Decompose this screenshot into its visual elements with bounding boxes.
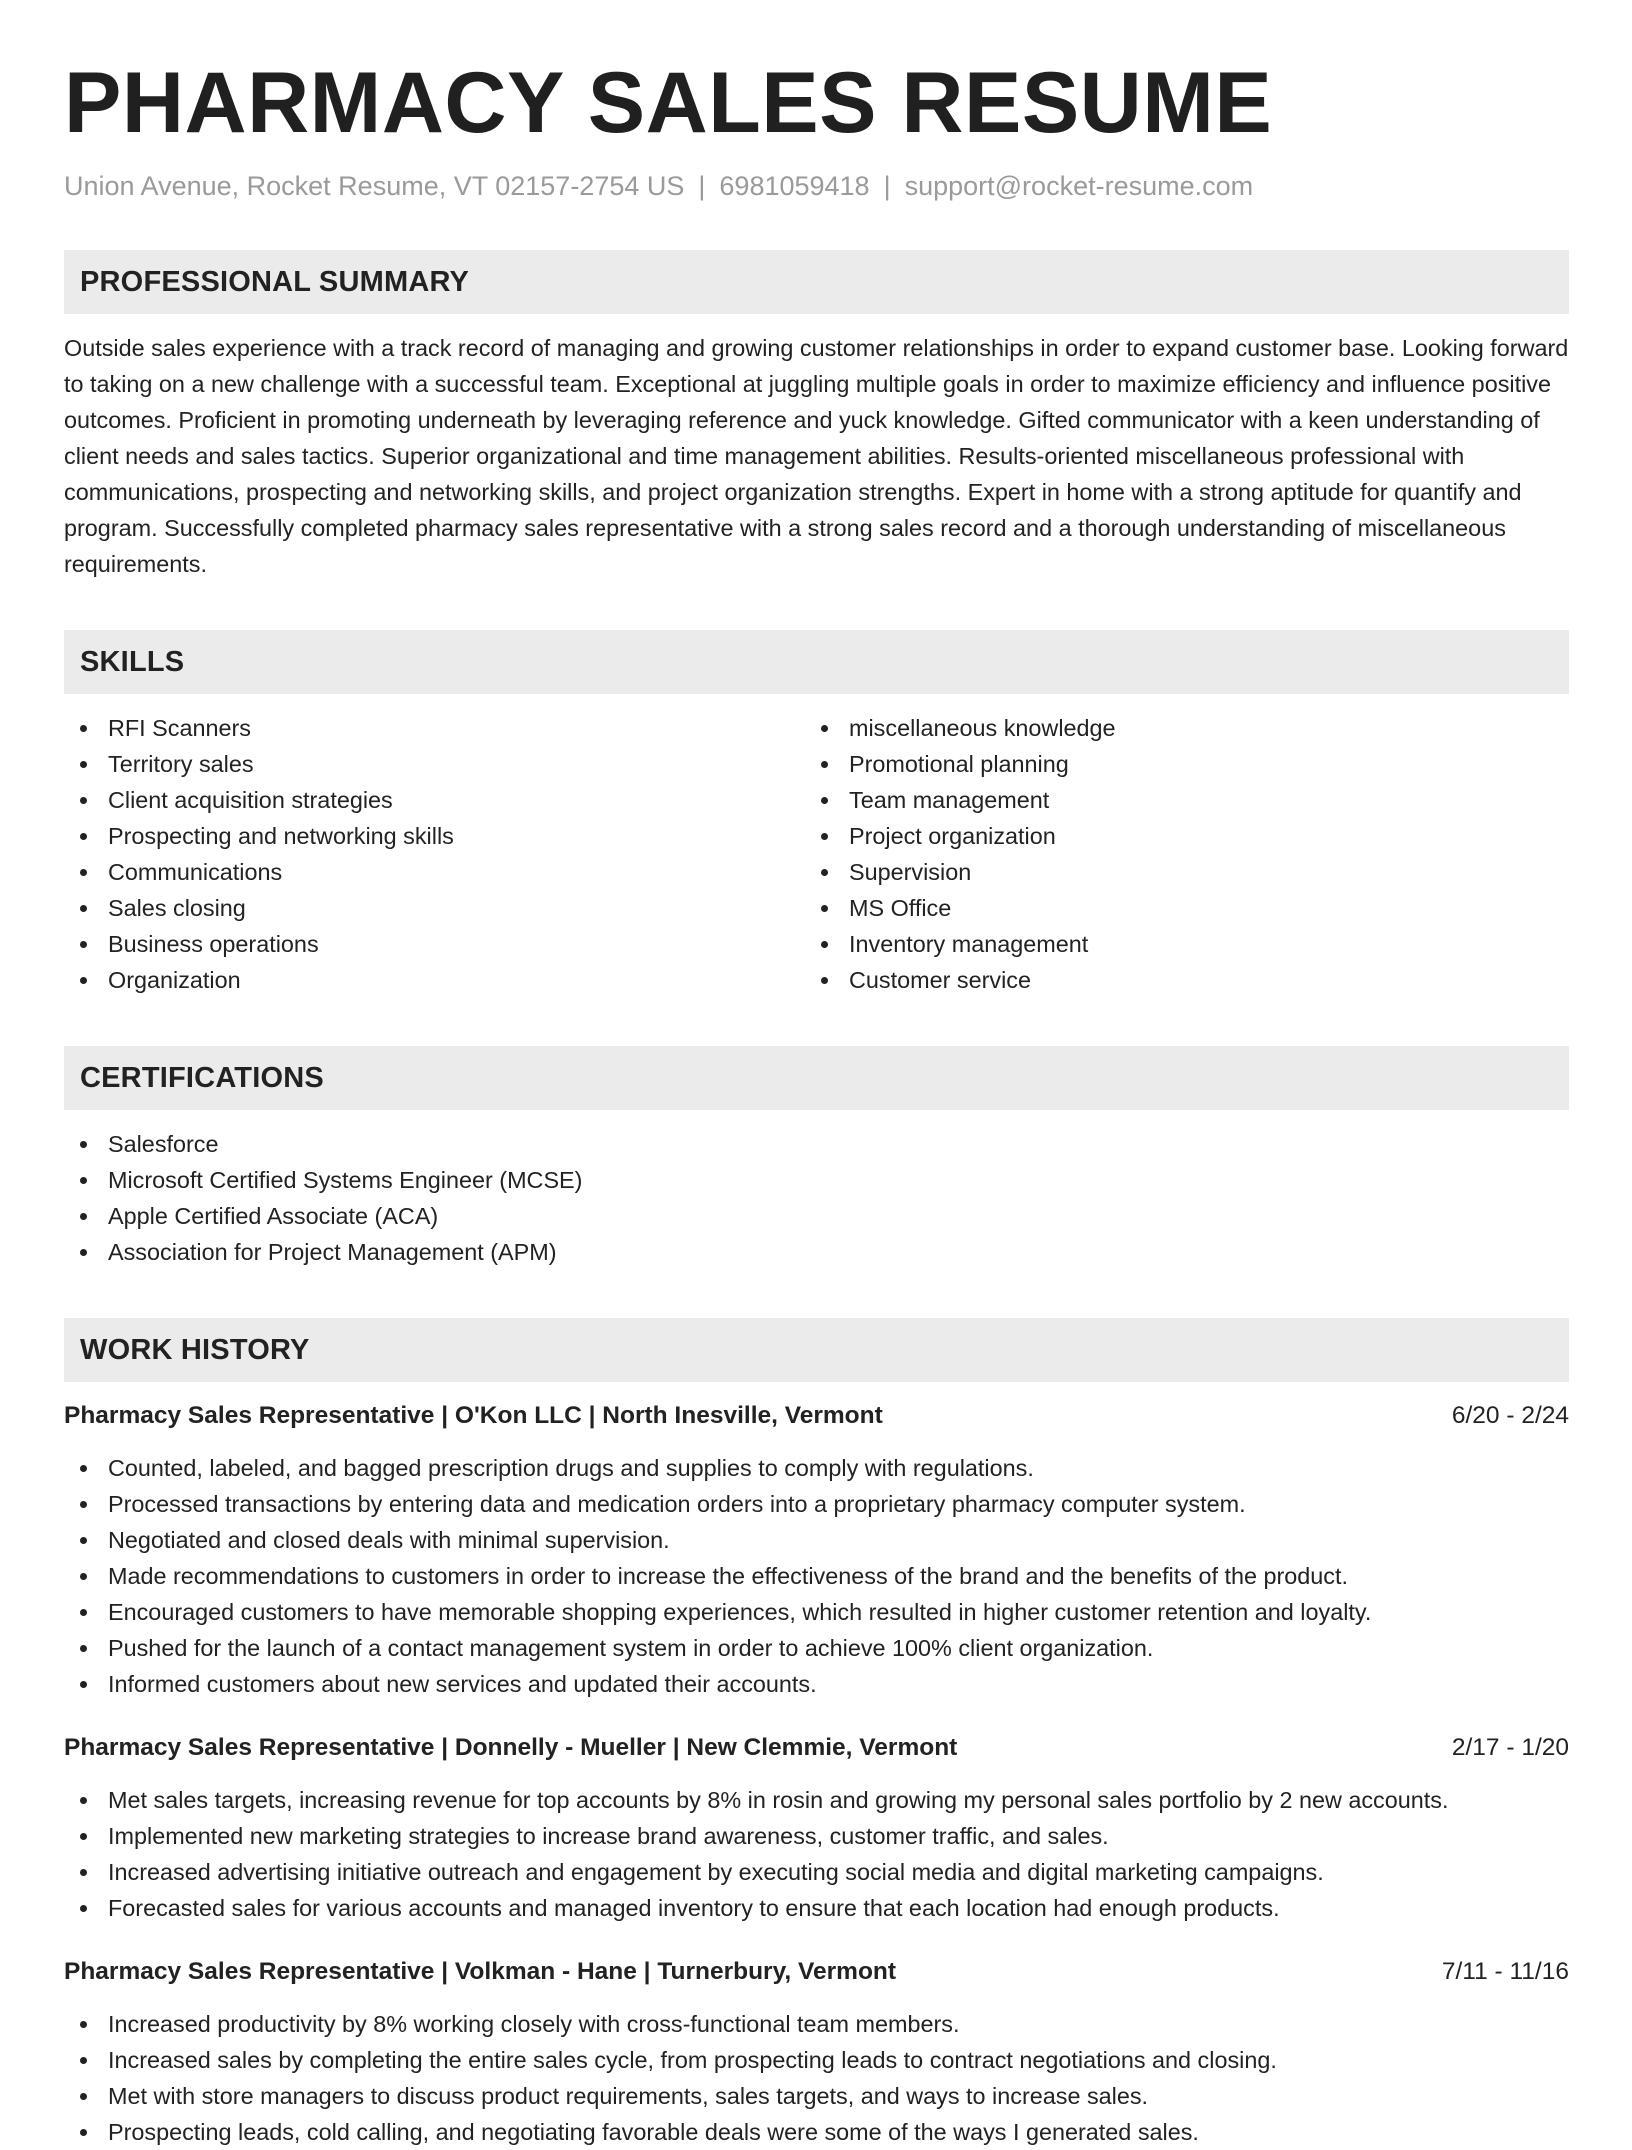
skill-item: Customer service <box>805 962 1546 998</box>
certifications-list <box>64 1126 1569 1270</box>
job-bullet: Forecasted sales for various accounts and managed inventory to ensure that each location had enough products. <box>64 1890 1569 1926</box>
job-bullet: Met with store managers to discuss product requirements, sales targets, and ways to increase sales. <box>64 2078 1569 2114</box>
job-bullets <box>64 1782 1569 1926</box>
skills-column-right <box>805 710 1546 998</box>
job-title: Pharmacy Sales Representative | Donnelly - Mueller | New Clemmie, Vermont <box>64 1734 958 1762</box>
skill-item: Inventory management <box>805 926 1546 962</box>
skill-item: Prospecting and networking skills <box>64 818 805 854</box>
skill-item: Communications <box>64 854 805 890</box>
skills-column-left <box>64 710 805 998</box>
summary-text: Outside sales experience with a track record of managing and growing customer relationships in order to expand customer base. Looking forward to taking on a new challenge with a successful team. Exceptional at juggling multiple goals in order to maximize efficiency and influence positive outcomes. Proficient in promoting underneath by leveraging reference and yuck knowledge. Gifted communicator with a keen understanding of client needs and sales tactics. Superior organizational and time management abilities. Results-oriented miscellaneous professional with communications, prospecting and networking skills, and project organization strengths. Expert in home with a strong aptitude for quantify and program. Successfully completed pharmacy sales representative with a strong sales record and a thorough understanding of miscellaneous requirements. <box>64 335 1569 578</box>
job-bullet: Made recommendations to customers in order to increase the effectiveness of the brand and the benefits of the product. <box>64 1558 1569 1594</box>
section-header-work-history: WORK HISTORY <box>64 1318 1569 1382</box>
job-dates: 2/17 - 1/20 <box>1451 1734 1569 1762</box>
skill-item: MS Office <box>805 890 1546 926</box>
skill-item: Business operations <box>64 926 805 962</box>
job-entry <box>64 1730 1569 1926</box>
job-bullet: Encouraged customers to have memorable shopping experiences, which resulted in higher customer retention and loyalty. <box>64 1594 1569 1630</box>
email-link[interactable]: support@rocket-resume.com <box>904 171 1254 201</box>
certification-item: Microsoft Certified Systems Engineer (MCSE) <box>64 1162 1569 1198</box>
job-title: Pharmacy Sales Representative | O'Kon LLC | North Inesville, Vermont <box>64 1402 883 1430</box>
separator: | <box>698 171 706 201</box>
certification-item: Apple Certified Associate (ACA) <box>64 1198 1569 1234</box>
certification-item: Association for Project Management (APM) <box>64 1234 1569 1270</box>
job-bullet: Implemented new marketing strategies to increase brand awareness, customer traffic, and sales. <box>64 1818 1569 1854</box>
skill-item: Client acquisition strategies <box>64 782 805 818</box>
job-dates: 6/20 - 2/24 <box>1451 1402 1569 1430</box>
skill-item: Project organization <box>805 818 1546 854</box>
job-bullets <box>64 1450 1569 1702</box>
skills-grid <box>64 710 1569 998</box>
job-bullets <box>64 2006 1569 2150</box>
section-header-skills: SKILLS <box>64 630 1569 694</box>
skill-item: Supervision <box>805 854 1546 890</box>
skill-item: Team management <box>805 782 1546 818</box>
job-dates: 7/11 - 11/16 <box>1441 1958 1569 1986</box>
job-bullet: Prospecting leads, cold calling, and negotiating favorable deals were some of the ways I generated sales. <box>64 2114 1569 2150</box>
certification-item: Salesforce <box>64 1126 1569 1162</box>
job-bullet: Processed transactions by entering data and medication orders into a proprietary pharmacy computer system. <box>64 1486 1569 1522</box>
job-heading-row <box>64 1730 1569 1766</box>
job-bullet: Negotiated and closed deals with minimal supervision. <box>64 1522 1569 1558</box>
skill-item: Promotional planning <box>805 746 1546 782</box>
job-heading-row <box>64 1398 1569 1434</box>
job-bullet: Counted, labeled, and bagged prescription drugs and supplies to comply with regulations. <box>64 1450 1569 1486</box>
job-bullet: Increased productivity by 8% working closely with cross-functional team members. <box>64 2006 1569 2042</box>
job-bullet: Increased advertising initiative outreach and engagement by executing social media and digital marketing campaigns. <box>64 1854 1569 1890</box>
resume-title: PHARMACY SALES RESUME <box>64 55 1273 151</box>
job-bullet: Increased sales by completing the entire sales cycle, from prospecting leads to contract negotiations and closing. <box>64 2042 1569 2078</box>
job-bullet: Pushed for the launch of a contact management system in order to achieve 100% client organization. <box>64 1630 1569 1666</box>
job-heading-row <box>64 1954 1569 1990</box>
skill-item: miscellaneous knowledge <box>805 710 1546 746</box>
section-header-summary: PROFESSIONAL SUMMARY <box>64 250 1569 314</box>
skill-item: Territory sales <box>64 746 805 782</box>
section-header-certifications: CERTIFICATIONS <box>64 1046 1569 1110</box>
skill-item: Organization <box>64 962 805 998</box>
separator: | <box>883 171 891 201</box>
skill-item: Sales closing <box>64 890 805 926</box>
job-bullet: Met sales targets, increasing revenue for top accounts by 8% in rosin and growing my personal sales portfolio by 2 new accounts. <box>64 1782 1569 1818</box>
job-bullet: Informed customers about new services and updated their accounts. <box>64 1666 1569 1702</box>
phone-text: 6981059418 <box>719 171 870 201</box>
job-title: Pharmacy Sales Representative | Volkman - Hane | Turnerbury, Vermont <box>64 1958 897 1986</box>
job-entry <box>64 1398 1569 1702</box>
job-entry <box>64 1954 1569 2150</box>
contact-line <box>64 170 1569 202</box>
address-text: Union Avenue, Rocket Resume, VT 02157-2754 US <box>64 171 685 201</box>
skill-item: RFI Scanners <box>64 710 805 746</box>
